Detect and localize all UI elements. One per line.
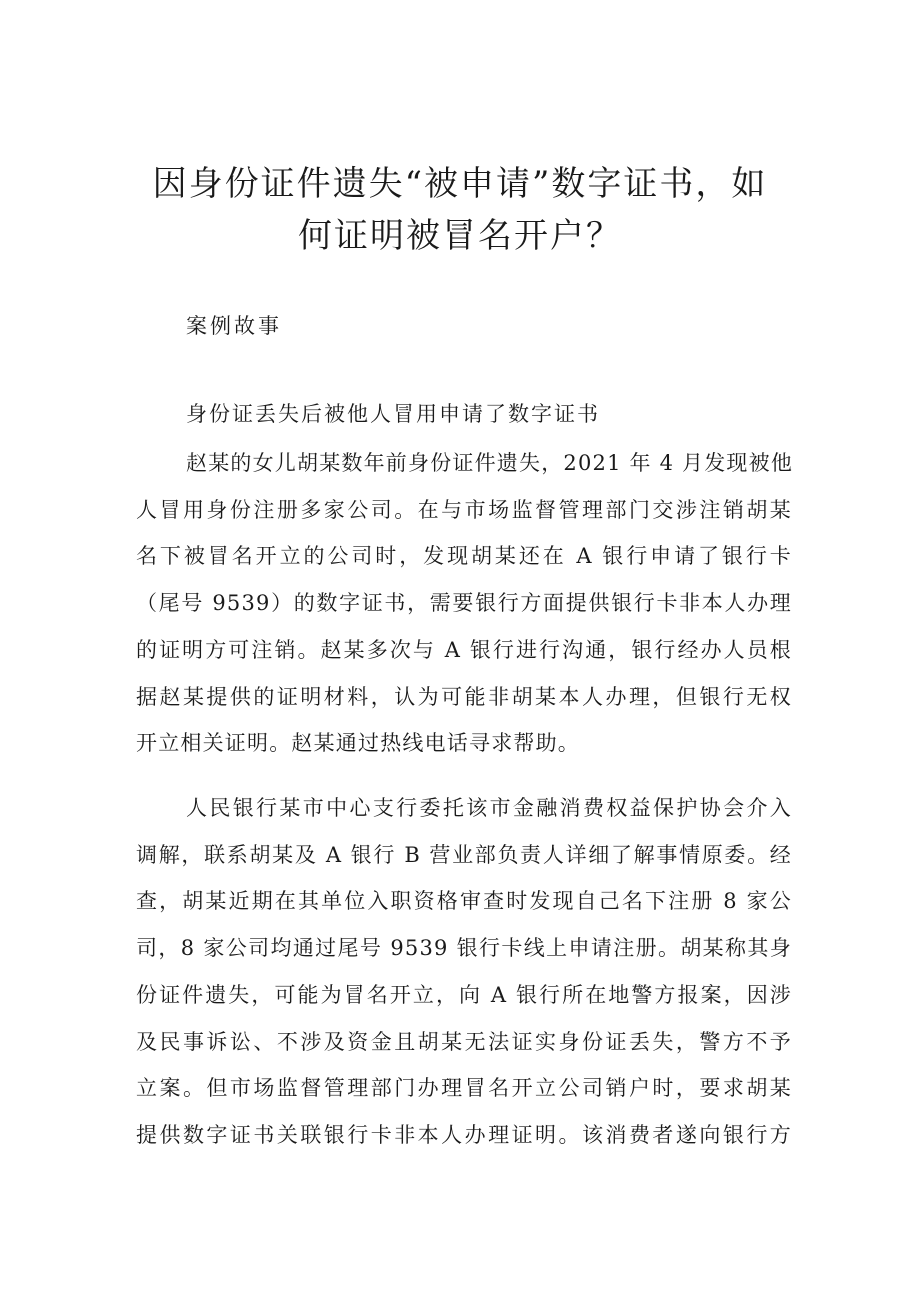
paragraph-line: 据赵某提供的证明材料，认为可能非胡某本人办理，但银行无权 <box>136 684 792 709</box>
paragraph-line: 名下被冒名开立的公司时，发现胡某还在 A 银行申请了银行卡 <box>136 544 792 569</box>
paragraph-line: 司，8 家公司均通过尾号 9539 银行卡线上申请注册。胡某称其身 <box>136 936 792 961</box>
paragraph-line: 及民事诉讼、不涉及资金且胡某无法证实身份证丢失，警方不予 <box>136 1029 792 1054</box>
paragraph-line: 赵某的女儿胡某数年前身份证件遗失，2021 年 4 月发现被他 <box>186 451 794 475</box>
paragraph-line: 立案。但市场监督管理部门办理冒名开立公司销户时，要求胡某 <box>136 1076 792 1101</box>
paragraph-line: 份证件遗失，可能为冒名开立，向 A 银行所在地警方报案，因涉 <box>136 982 792 1007</box>
paragraph-2 <box>136 785 792 1159</box>
paragraph-1 <box>136 440 792 767</box>
paragraph-line: 人民银行某市中心支行委托该市金融消费权益保护协会介入 <box>186 796 792 820</box>
title-line-1: 因身份证件遗失“被申请”数字证书，如 <box>152 164 768 204</box>
paragraph-line: 提供数字证书关联银行卡非本人办理证明。该消费者遂向银行方 <box>136 1122 792 1147</box>
paragraph-line: 查，胡某近期在其单位入职资格审查时发现自己名下注册 8 家公 <box>136 889 792 914</box>
paragraph-line: 人冒用身份注册多家公司。在与市场监督管理部门交涉注销胡某 <box>136 497 792 522</box>
document-title <box>120 158 800 262</box>
paragraph-line: （尾号 9539）的数字证书，需要银行方面提供银行卡非本人办理 <box>136 591 792 616</box>
paragraph-line: 调解，联系胡某及 A 银行 B 营业部负责人详细了解事情原委。经 <box>136 842 792 867</box>
title-line-2: 何证明被冒名开户？ <box>298 216 622 256</box>
paragraph-line: 开立相关证明。赵某通过热线电话寻求帮助。 <box>136 731 580 756</box>
paragraph-line: 的证明方可注销。赵某多次与 A 银行进行沟通，银行经办人员根 <box>136 637 792 662</box>
subheading: 身份证丢失后被他人冒用申请了数字证书 <box>186 402 600 426</box>
section-label: 案例故事 <box>186 314 282 338</box>
